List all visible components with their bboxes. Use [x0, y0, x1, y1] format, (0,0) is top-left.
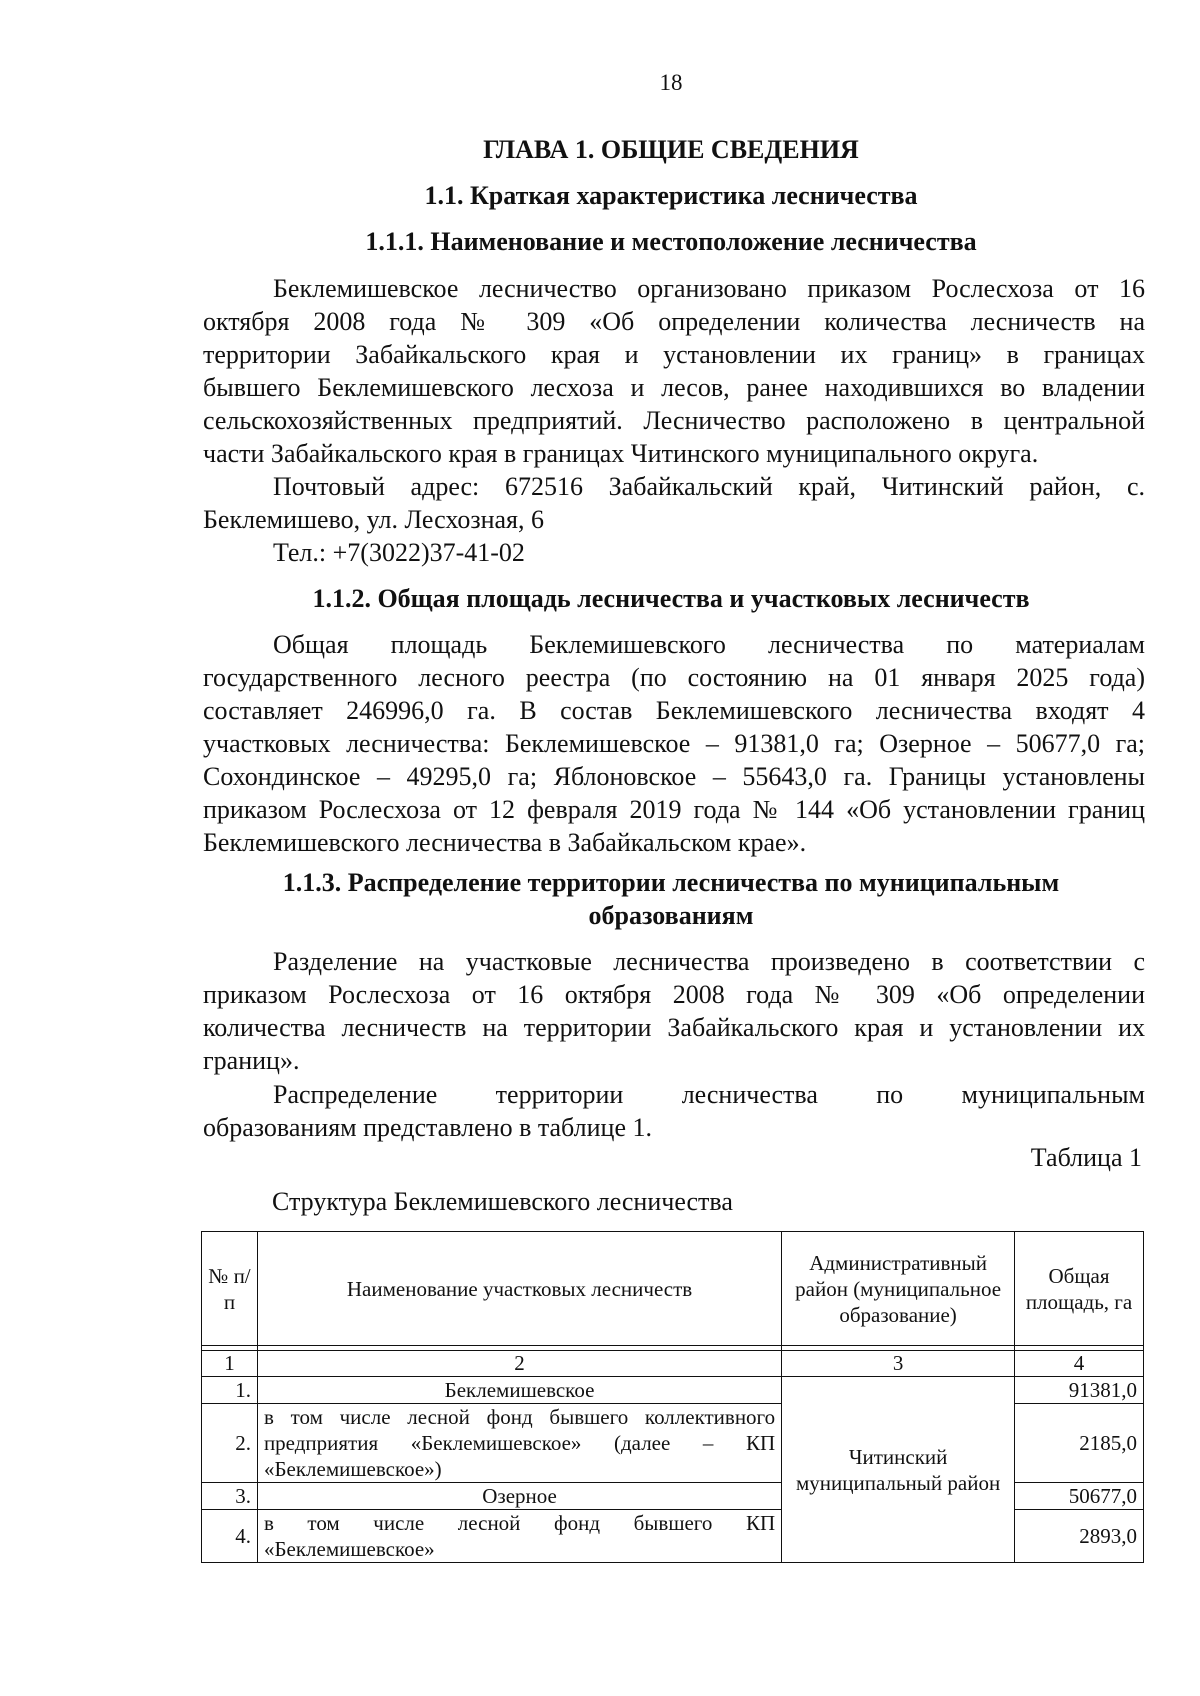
table-header-row: [202, 1232, 1144, 1346]
page-number: 18: [659, 70, 683, 95]
text-line: Беклемишевского лесничества в Забайкальском крае».: [203, 828, 807, 857]
text-line: образованиям представлено в таблице 1.: [203, 1113, 652, 1142]
row-area: 50677,0: [1015, 1483, 1144, 1510]
section-title-1-1-1: 1.1.1. Наименование и местоположение лесничества: [365, 227, 977, 256]
header-district: Административный район (муниципальное образование): [782, 1232, 1015, 1346]
text-line: количества лесничеств на территории Забайкальского края и установлении их: [203, 1013, 1145, 1042]
row-num: 2.: [202, 1404, 258, 1483]
text-line: Тел.: +7(3022)37-41-02: [273, 538, 525, 567]
header-num: № п/п: [202, 1232, 258, 1346]
structure-table: [201, 1231, 1144, 1563]
text-line: Беклемишевское лесничество организовано приказом Рослесхоза от 16: [273, 274, 1145, 303]
chapter-title: ГЛАВА 1. ОБЩИЕ СВЕДЕНИЯ: [483, 135, 859, 164]
row-area: 2893,0: [1015, 1510, 1144, 1563]
section-title-1-1: 1.1. Краткая характеристика лесничества: [424, 181, 918, 210]
row-name: Беклемишевское: [257, 1377, 781, 1404]
paragraph-division: [203, 945, 1145, 1077]
row-name: в том числе лесной фонд бывшего КП «Беклемишевское»: [257, 1510, 781, 1563]
table-title: Структура Беклемишевского лесничества: [272, 1187, 733, 1216]
text-line: границ».: [203, 1046, 300, 1075]
text-line: государственного лесного реестра (по состоянию на 01 января 2025 года): [203, 663, 1145, 692]
text-line: бывшего Беклемишевского лесхоза и лесов, ранее находившихся во владении: [203, 373, 1145, 402]
text-line: составляет 246996,0 га. В состав Беклемишевского лесничества входят 4: [203, 696, 1145, 725]
text-line: участковых лесничества: Беклемишевское – 91381,0 га; Озерное – 50677,0 га;: [203, 729, 1145, 758]
row-name: в том числе лесной фонд бывшего коллективного предприятия «Беклемишевское» (далее – КП «Беклемишевское»): [257, 1404, 781, 1483]
text-line: Почтовый адрес: 672516 Забайкальский край, Читинский район, с.: [273, 472, 1145, 501]
row-num: 4.: [202, 1510, 258, 1563]
header-area: Общая площадь, га: [1015, 1232, 1144, 1346]
col-number: 1: [202, 1351, 258, 1377]
row-area: 2185,0: [1015, 1404, 1144, 1483]
text-line: территории Забайкальского края и установлении их границ» в границах: [203, 340, 1145, 369]
col-number: 4: [1015, 1351, 1144, 1377]
row-name: Озерное: [257, 1483, 781, 1510]
text-line: Разделение на участковые лесничества произведено в соответствии с: [273, 947, 1145, 976]
row-district: Читинский муниципальный район: [782, 1377, 1015, 1563]
table-column-numbers: [202, 1351, 1144, 1377]
table-label: Таблица 1: [1030, 1143, 1142, 1172]
row-num: 1.: [202, 1377, 258, 1404]
text-line: Сохондинское – 49295,0 га; Яблоновское – 55643,0 га. Границы установлены: [203, 762, 1145, 791]
section-title-line: 1.1.3. Распределение территории лесничества по муниципальным: [282, 868, 1060, 897]
text-line: октября 2008 года № 309 «Об определении количества лесничеств на: [203, 307, 1145, 336]
col-number: 3: [782, 1351, 1015, 1377]
paragraph-lesnichestvo-description: [203, 272, 1145, 470]
postal-address: [203, 470, 1145, 536]
section-title-line: образованиям: [588, 901, 754, 930]
text-line: приказом Рослесхоза от 12 февраля 2019 года № 144 «Об установлении границ: [203, 795, 1145, 824]
header-name: Наименование участковых лесничеств: [257, 1232, 781, 1346]
section-title-1-1-2: 1.1.2. Общая площадь лесничества и участковых лесничеств: [312, 584, 1030, 613]
section-title-1-1-3: [200, 866, 1142, 932]
row-area: 91381,0: [1015, 1377, 1144, 1404]
paragraph-distribution: [203, 1078, 1145, 1144]
text-line: приказом Рослесхоза от 16 октября 2008 года № 309 «Об определении: [203, 980, 1145, 1009]
row-num: 3.: [202, 1483, 258, 1510]
text-line: сельскохозяйственных предприятий. Лесничество расположено в центральной: [203, 406, 1145, 435]
table-row: [202, 1377, 1144, 1404]
text-line: Беклемишево, ул. Лесхозная, 6: [203, 505, 545, 534]
text-line: части Забайкальского края в границах Читинского муниципального округа.: [203, 439, 1039, 468]
text-line: Общая площадь Беклемишевского лесничества по материалам: [273, 630, 1145, 659]
col-number: 2: [257, 1351, 781, 1377]
phone: [203, 536, 1145, 569]
text-line: Распределение территории лесничества по муниципальным: [273, 1080, 1145, 1109]
paragraph-total-area: [203, 628, 1145, 859]
